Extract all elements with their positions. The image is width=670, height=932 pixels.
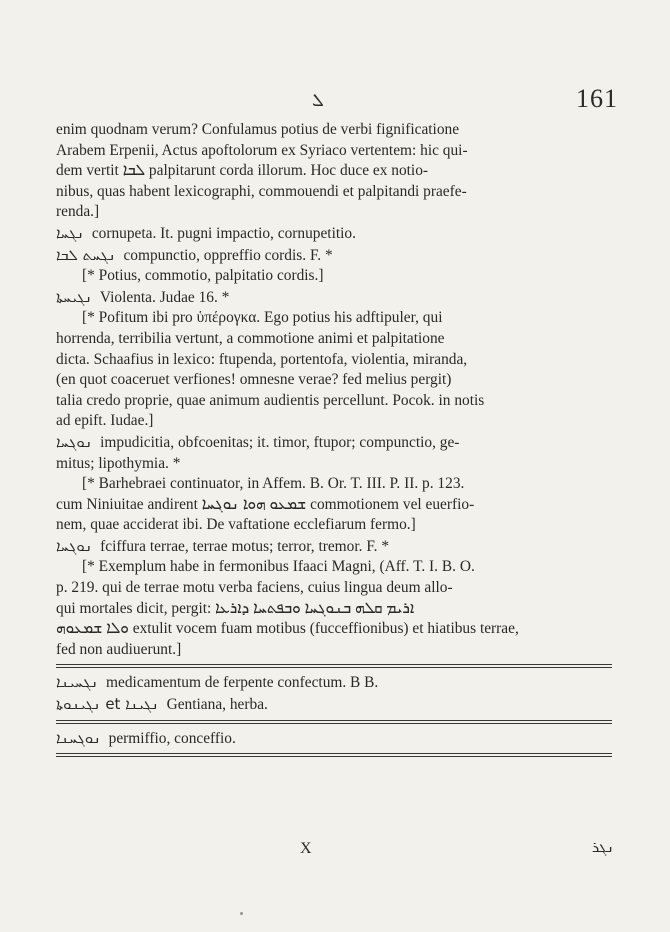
entry-syriac: ܢܓܚܐ <box>56 223 84 242</box>
page-number: 161 <box>576 84 618 113</box>
entry-syriac: ܢܓܚܬ ܠܒܐ <box>56 245 116 264</box>
text-line: (en quot coaceruet verfiones! omnesne verae? fed melius pergit) <box>56 371 452 389</box>
bottom-rule <box>56 753 612 757</box>
entry-syriac: ܢܓܚܝܢܐ <box>56 673 99 692</box>
entry-syriac: ܢܓܝܢܐ et ܢܓܝܢܘܬܐ <box>56 695 159 714</box>
text-line: Arabem Erpenii, Actus apoftolorum ex Syriaco vertentem: hic qui- <box>56 141 468 159</box>
running-head <box>0 84 670 114</box>
running-head-syriac: ܠ <box>312 90 324 111</box>
entry-gentiana <box>56 694 612 716</box>
note-paragraph <box>56 474 612 536</box>
entry-text: fciffura terrae, terrae motus; terror, tremor. F. * <box>100 537 390 555</box>
text-line: mitus; lipothymia. * <box>56 454 181 472</box>
entry-text: cornupeta. It. pugni impactio, cornupetitio. <box>91 224 356 242</box>
text-line: dem vertit ܠܒܐ palpitarunt corda illorum. Hoc duce ex notio- <box>56 162 429 180</box>
entry-text: permiffio, conceffio. <box>108 729 236 747</box>
text-line: fed non audiuerunt.] <box>56 640 182 658</box>
paper-speck <box>240 912 243 915</box>
text-line: nibus, quas habent lexicographi, commouendi et palpitandi praefe- <box>56 182 467 200</box>
text-line: enim quodnam verum? Confulamus potius de verbi fignificatione <box>56 121 460 138</box>
entry-text: medicamentum de ferpente confectum. B B. <box>106 674 379 692</box>
entry-fcissura <box>56 536 612 558</box>
text-line: qui mortales dicit, pergit: ܐܪܝܡ ܩܠܗ ܒܢܘܓܚܐ ܘܒܦܬܚܐ ܕܐܪܥܐ <box>56 599 415 617</box>
note-paragraph <box>56 308 612 432</box>
entry-medicamentum <box>56 672 612 694</box>
text-line: ܘܠܐ ܫܡܥܘܗ extulit vocem fuam motibus (fucceffionibus) et hiatibus terrae, <box>56 620 519 638</box>
text-line: impudicitia, obfcoenitas; it. timor, ftupor; compunctio, ge- <box>100 433 460 451</box>
entry-cornupeta <box>56 223 612 245</box>
dictionary-text <box>56 120 612 761</box>
text-line: renda.] <box>56 203 100 221</box>
entry-syriac: ܢܘܓܚܐ <box>56 536 93 555</box>
text-line: [* Pofitum ibi pro ὑπέρογκα. Ego potius his adftipuler, qui <box>82 309 443 327</box>
text-line: ad epift. Iudae.] <box>56 412 154 430</box>
section-rule <box>56 664 612 668</box>
entry-impudicitia <box>56 432 612 474</box>
entry-compunctio <box>56 245 612 267</box>
text-line: talia credo proprie, quae animum audientis percellunt. Pocok. in notis <box>56 391 485 409</box>
entry-syriac: ܢܘܓܚܐ <box>56 432 93 451</box>
entry-text: Violenta. Judae 16. * <box>99 288 230 306</box>
text-line: [* Exemplum habe in fermonibus Ifaaci Magni, (Aff. T. I. B. O. <box>82 558 475 576</box>
entry-text: Gentiana, herba. <box>166 696 268 714</box>
signature-mark: X <box>300 840 312 857</box>
catchword: ܢܓܪ <box>591 838 614 856</box>
entry-syriac: ܢܓܝܚܬܐ <box>56 287 93 306</box>
text-line: cum Niniuitae andirent ܫܡܥܘ ܗܘܐ ܢܘܓܚܐ commotionem vel euerfio- <box>56 495 475 513</box>
text-line: nem, quae acciderat ibi. De vaftatione ecclefiarum fermo.] <box>56 516 416 534</box>
continuation-paragraph <box>56 120 612 223</box>
note-line: [* Potius, commotio, palpitatio cordis.] <box>82 267 324 285</box>
section-rule <box>56 720 612 724</box>
text-line: [* Barhebraei continuator, in Affem. B. Or. T. III. P. II. p. 123. <box>82 475 465 493</box>
entry-text: compunctio, oppreffio cordis. F. * <box>123 246 333 264</box>
entry-violenta <box>56 287 612 309</box>
entry-permiffio <box>56 728 612 750</box>
text-line: dicta. Schaafius in lexico: ftupenda, portentofa, violentia, miranda, <box>56 350 468 368</box>
note-paragraph <box>56 557 612 660</box>
entry-syriac: ܢܘܓܚܢܐ <box>56 728 101 747</box>
text-line: horrenda, terribilia vertunt, a commotione animi et palpitatione <box>56 329 445 347</box>
text-line: p. 219. qui de terrae motu verba faciens, cuius lingua deum allo- <box>56 579 453 597</box>
